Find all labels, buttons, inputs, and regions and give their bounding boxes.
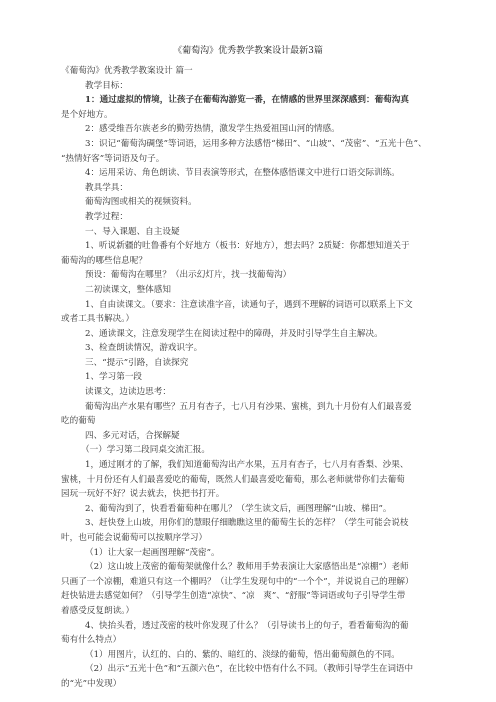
- text-line: 1、自由读课文。（要求：注意读准字音，读通句子，遇到不理解的词语可以联系上下文: [85, 299, 413, 310]
- text-line: 教学过程：: [85, 211, 128, 222]
- text-line: “热情好客”等词语及句子。: [61, 153, 165, 164]
- text-line: 2：感受维吾尔族老乡的勤劳热情，激发学生热爱祖国山河的情感。: [85, 124, 340, 135]
- text-line: 是个好地方。: [61, 109, 113, 120]
- text-line: 1、学习第一段: [85, 372, 143, 383]
- text-line: 2、葡萄沟到了，快看看葡萄种在哪儿？（学生读文后，画图理解“山坡、梯田”。: [85, 503, 392, 514]
- text-line: 预设：葡萄沟在哪里？（出示幻灯片，找一找葡萄沟）: [85, 270, 292, 281]
- text-line: 四、多元对话，合探解疑: [85, 430, 180, 441]
- text-line: 一、导入课题、自主设疑: [85, 226, 180, 237]
- text-line: 赶快钻进去感觉如何？（引导学生创造“凉快”、“凉 爽”、“舒服”等词语或句子引导学生带: [61, 591, 406, 602]
- text-line: 3、检查朗读情况，游戏识字。: [85, 343, 203, 354]
- document-title: 《葡萄沟》优秀教学教案设计最新3篇: [173, 46, 323, 56]
- text-line: 3、赶快登上山坡，用你们的慧眼仔细瞧瞧这里的葡萄生长的怎样？（学生可能会说枝: [85, 518, 409, 529]
- text-line: 吃的葡萄: [61, 416, 96, 427]
- text-line: 葡萄沟图或相关的视频资料。: [85, 197, 197, 208]
- text-line: 园玩一玩好不好？说去就去，快把书打开。: [61, 489, 225, 500]
- text-line: 蜜桃，十月份还有人们最喜爱吃的葡萄，既然人们最喜爱吃葡萄，那么老师就带你们去葡萄: [61, 474, 405, 485]
- text-line: 葡萄沟出产水果有哪些？五月有杏子，七八月有沙果、蜜桃，到九十月份有人们最喜爱: [85, 401, 412, 412]
- text-line: 教学目标：: [85, 80, 128, 91]
- text-line: 4、快抬头看，透过茂密的枝叶你发现了什么？（引导读书上的句子，看看葡萄沟的葡: [85, 620, 409, 631]
- text-line: （2）出示“五光十色”和“五颜六色”，在比较中悟有什么不同。（教师引导学生在词语中: [85, 664, 414, 675]
- text-line: （1）用图片，认红的、白的、紫的、暗红的、淡绿的葡萄，悟出葡萄颜色的不同。: [85, 649, 400, 660]
- text-line: 2、通读课文，注意发现学生在阅读过程中的障碍，并及时引导学生自主解决。: [85, 328, 383, 339]
- text-line: 三、“提示”引路，自读探究: [85, 357, 189, 368]
- text-line: （2）这山坡上茂密的葡萄架就像什么？教师用手势表演让大家感悟出是“凉棚”）老师: [85, 562, 409, 573]
- text-line: 着感受反复朗读。）: [61, 605, 135, 616]
- section-heading: 《葡萄沟》优秀教学教案设计 篇一: [61, 66, 193, 76]
- text-line: 1、听说新疆的吐鲁番有个好地方（板书：好地方），想去吗？2质疑：你都想知道关于: [85, 241, 410, 252]
- text-line: 3：识记“葡萄沟碉堡”等词语，运用多种方法感悟“梯田”、“山坡”、“茂密”、“五光十色”、: [85, 138, 427, 149]
- text-line: 二初读课文，整体感知: [85, 284, 171, 295]
- text-line: （一）学习第二段同桌交流汇报。: [81, 445, 210, 456]
- text-line: 教具学具：: [85, 182, 128, 193]
- text-line: 只画了一个凉棚，难道只有这一个棚吗？（让学生发现句中的“一个个”，并说说自己的理解）: [61, 576, 414, 587]
- text-line: 1，通过刚才的了解，我们知道葡萄沟出产水果，五月有杏子，七八月有香梨、沙果、: [85, 460, 409, 471]
- text-line: 1：通过虚拟的情境，让孩子在葡萄沟游览一番，在情感的世界里深深感到：葡萄沟真: [85, 95, 409, 106]
- text-line: 或者工具书解决。）: [61, 314, 135, 325]
- text-line: 读课文，边读边思考：: [85, 387, 171, 398]
- document-body: [61, 64, 437, 692]
- text-line: 叶，也可能会说葡萄可以按顺序学习）: [61, 533, 208, 543]
- text-line: 4：运用采访、角色朗读、节目表演等形式，在整体感悟课文中进行口语交际训练。: [85, 168, 400, 179]
- text-line: 的“光”中发现）: [61, 678, 122, 689]
- text-line: （1）让大家一起画图理解“茂密”。: [85, 547, 220, 558]
- text-line: 葡萄沟的哪些信息呢？: [61, 255, 147, 266]
- text-line: 萄有什么特点）: [61, 635, 122, 646]
